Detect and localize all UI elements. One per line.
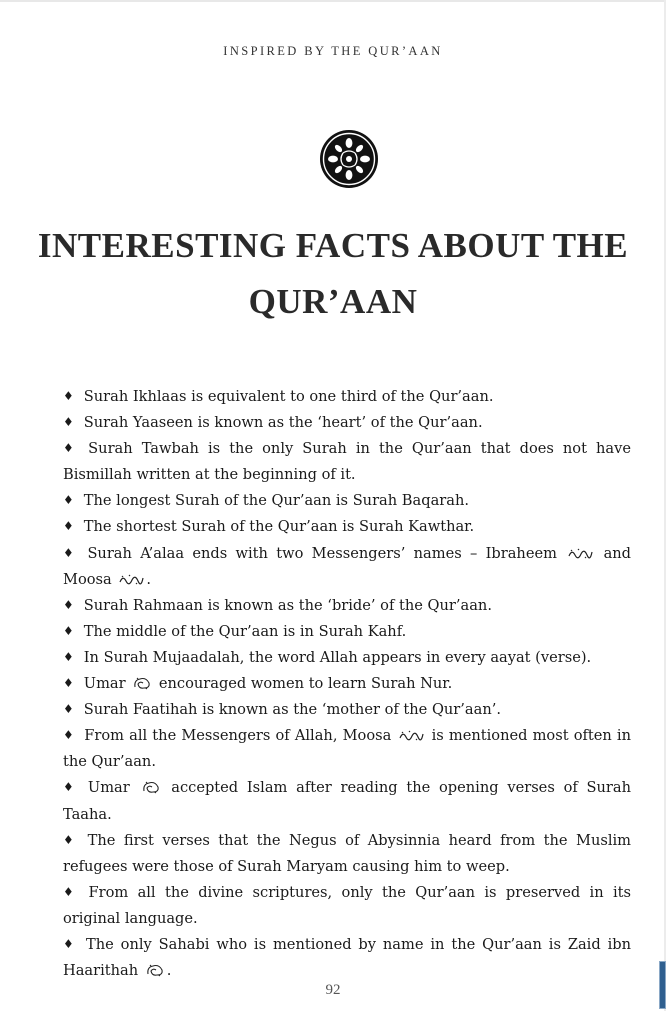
fact-item [63,880,631,932]
alayhis-salaam-honorific-icon [567,546,593,560]
diamond-bullet-icon: ♦ [63,702,74,717]
fact-text: . [146,570,151,588]
alayhis-salaam-honorific-icon [398,728,424,742]
diamond-bullet-icon: ♦ [63,493,74,508]
diamond-bullet-icon: ♦ [63,649,74,664]
page-top-edge [0,0,666,2]
diamond-bullet-icon: ♦ [63,884,79,899]
radiyallahu-anhu-honorific-icon [145,962,165,978]
fact-text: Surah Tawbah is the only Surah in the Qur’aan that does not have Bismillah written at the beginning of it. [63,440,631,484]
fact-text: The first verses that the Negus of Abysinnia heard from the Muslim refugees were those of Surah Maryam causing him to weep. [63,831,631,875]
fact-item [63,671,631,697]
fact-item [63,593,631,619]
diamond-bullet-icon: ♦ [63,832,78,847]
fact-item [63,645,631,671]
alayhis-salaam-honorific-icon [118,572,144,586]
fact-item [63,619,631,645]
radiyallahu-anhu-honorific-icon [141,779,161,795]
scrollbar-edge[interactable] [659,961,666,1009]
fact-text: Surah Yaaseen is known as the ‘heart’ of the Qur’aan. [83,414,483,432]
fact-text: Surah A’alaa ends with two Messengers’ names – Ibraheem [87,544,557,562]
fact-text: encouraged women to learn Surah Nur. [158,675,453,693]
diamond-bullet-icon: ♦ [63,441,79,456]
fact-item [63,775,631,827]
fact-text: From all the divine scriptures, only the Qur’aan is preserved in its original language. [63,883,631,927]
fact-item [63,436,631,488]
diamond-bullet-icon: ♦ [63,936,77,951]
fact-text: and Moosa [63,544,632,588]
page-title [0,218,666,330]
fact-item [63,828,631,880]
facts-list [63,384,631,984]
fact-text: In Surah Mujaadalah, the word Allah appears in every aayat (verse). [83,648,592,666]
fact-item [63,932,631,984]
fact-text: Umar [83,675,126,693]
title-line-1: INTERESTING FACTS ABOUT THE [37,226,629,265]
fact-text: The middle of the Qur’aan is in Surah Kahf. [83,622,407,640]
fact-text: The only Sahabi who is mentioned by name in the Qur’aan is Zaid ibn Haarithah [63,935,631,980]
fact-text: accepted Islam after reading the opening verses of Surah Taaha. [63,779,632,823]
diamond-bullet-icon: ♦ [63,545,78,560]
diamond-bullet-icon: ♦ [63,728,75,743]
diamond-bullet-icon: ♦ [63,519,74,534]
fact-text: . [166,962,172,980]
diamond-bullet-icon: ♦ [63,597,74,612]
fact-text: The shortest Surah of the Qur’aan is Surah Kawthar. [83,518,475,536]
fact-text: Surah Ikhlaas is equivalent to one third of the Qur’aan. [83,388,494,405]
fact-item [63,723,631,775]
page-number: 92 [325,982,341,998]
floral-ornament-icon [319,129,379,189]
fact-item [63,384,631,410]
diamond-bullet-icon: ♦ [63,780,78,795]
fact-item [63,697,631,723]
running-header: INSPIRED BY THE QUR’AAN [223,44,443,58]
diamond-bullet-icon: ♦ [63,389,74,403]
diamond-bullet-icon: ♦ [63,415,74,430]
fact-text: From all the Messengers of Allah, Moosa [84,727,392,745]
fact-item [63,410,631,436]
fact-text: Surah Rahmaan is known as the ‘bride’ of the Qur’aan. [83,596,492,614]
fact-item [63,488,631,514]
fact-text: Umar [87,779,130,797]
fact-text: Surah Faatihah is known as the ‘mother of the Qur’aan’. [83,701,502,719]
fact-text: The longest Surah of the Qur’aan is Surah Baqarah. [83,492,469,510]
fact-item [63,541,631,593]
fact-text: is mentioned most often in the Qur’aan. [63,727,632,771]
fact-item [63,514,631,540]
diamond-bullet-icon: ♦ [63,676,74,691]
diamond-bullet-icon: ♦ [63,623,74,638]
radiyallahu-anhu-honorific-icon [132,675,152,691]
title-line-2: QUR’AAN [248,282,418,321]
